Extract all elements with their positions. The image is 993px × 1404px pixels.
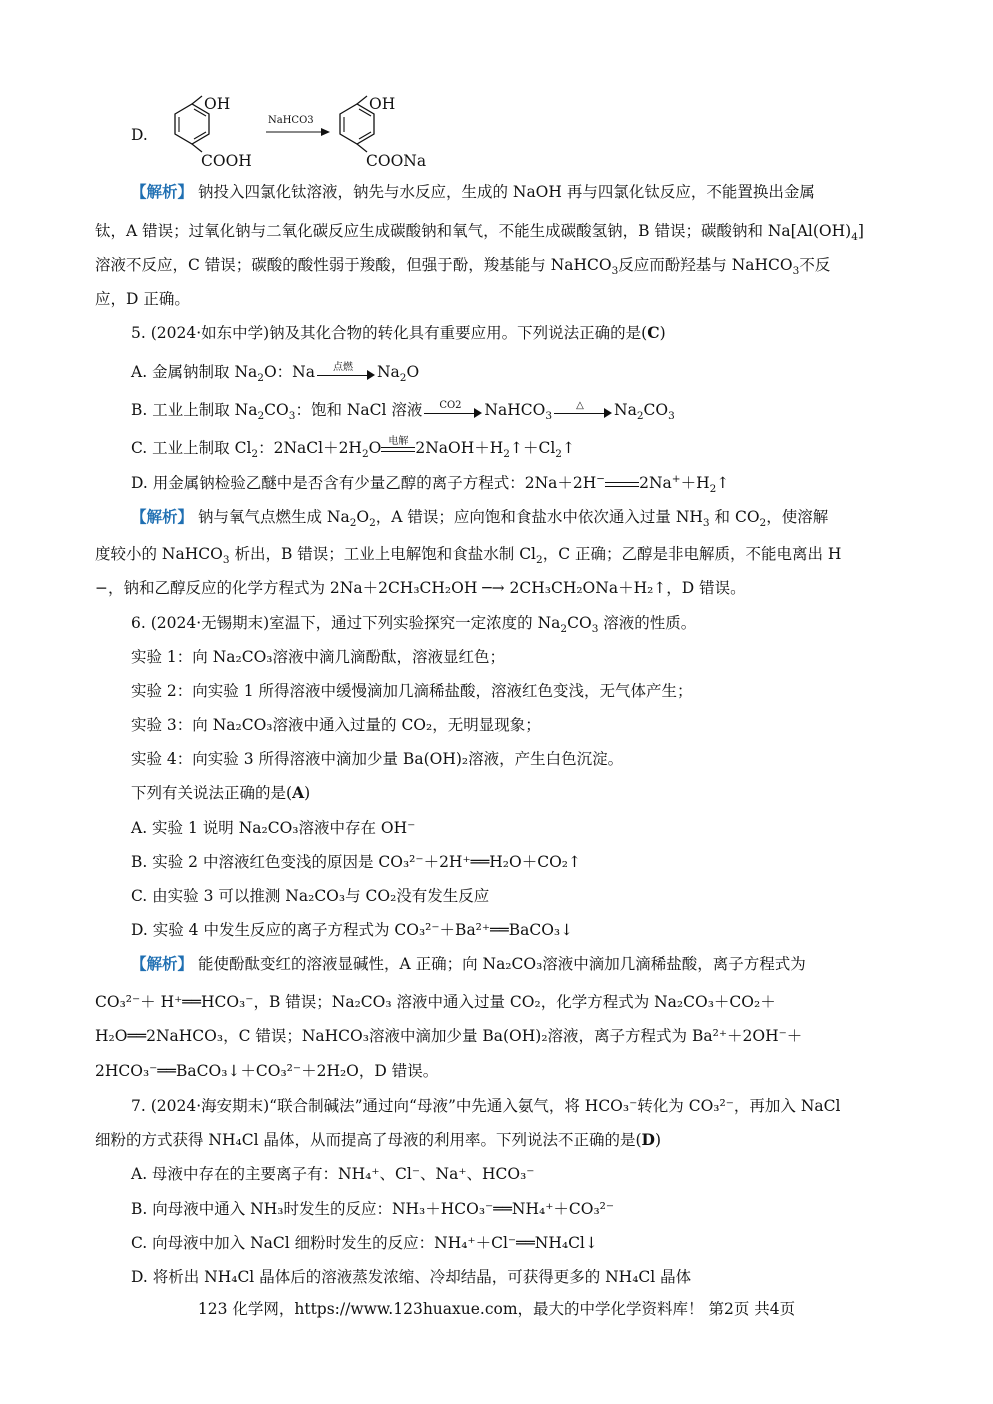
- option-text: NaHCO: [484, 401, 546, 419]
- analysis-text: 能使酚酞变红的溶液显碱性，A 正确；向 Na₂CO₃溶液中滴加几滴稀盐酸，离子方程式为: [197, 955, 806, 973]
- arrow-label: △: [576, 400, 584, 411]
- subscript: 2: [251, 448, 259, 461]
- subscript: 2: [257, 372, 264, 385]
- option-d: D. 实验 4 中发生反应的离子方程式为 CO₃²⁻＋Ba²⁺══BaCO₃↓: [131, 921, 574, 939]
- answer-letter: D: [641, 1130, 655, 1149]
- option-a: A. 母液中存在的主要离子有：NH₄⁺、Cl⁻、Na⁺、HCO₃⁻: [131, 1165, 535, 1183]
- experiment-4: 实验 4：向实验 3 所得溶液中滴加少量 Ba(OH)₂溶液，产生白色沉淀。: [131, 750, 624, 768]
- analysis-line: [95, 255, 831, 278]
- analysis-text: 钛，A 错误；过氧化钠与二氧化碳反应生成碳酸钠和氧气，不能生成碳酸氢钠，B 错误；碳酸钠和 Na[Al(OH): [95, 222, 852, 240]
- option-text: ↑: [561, 439, 575, 457]
- subscript: 2: [503, 448, 510, 461]
- analysis-tag: 【解析】: [131, 182, 194, 201]
- answer-letter: A: [292, 783, 305, 802]
- subscript: 3: [702, 517, 710, 530]
- option-d: [131, 472, 730, 496]
- option-text: C. 工业上制取 Cl: [131, 439, 252, 457]
- analysis-text: 钠与氧气点燃生成 Na: [197, 508, 350, 526]
- option-b: B. 向母液中通入 NH₃时发生的反应：NH₃＋HCO₃⁻══NH₄⁺＋CO₃²⁻: [131, 1200, 615, 1218]
- analysis-text: 钠投入四氯化钛溶液，钠先与水反应，生成的 NaOH 再与四氯化钛反应，不能置换出金属: [197, 183, 815, 201]
- analysis-line: [95, 544, 842, 567]
- subscript: 2: [257, 410, 265, 423]
- arrow-label: CO2: [439, 400, 462, 411]
- subscript: 2: [536, 554, 543, 567]
- option-b: B. 实验 2 中溶液红色变浅的原因是 CO₃²⁻＋2H⁺══H₂O＋CO₂↑: [131, 853, 581, 871]
- stem-text: 溶液的性质。: [598, 614, 697, 632]
- option-text: 2Na: [639, 474, 672, 492]
- stem-text: 5. (2024·如东中学)钠及其化合物的转化具有重要应用。下列说法正确的是(: [131, 324, 648, 342]
- analysis-text: ，C 正确；乙醇是非电解质，不能电离出 H: [542, 545, 842, 563]
- analysis-line: CO₃²⁻＋ H⁺══HCO₃⁻，B 错误；Na₂CO₃ 溶液中通入过量 CO₂，化学方程式为 Na₂CO₃＋CO₂＋: [95, 993, 776, 1011]
- equals-sign-icon: [605, 478, 639, 490]
- option-text: B. 工业上制取 Na: [131, 401, 258, 419]
- subscript: 2: [560, 623, 568, 636]
- option-text: O: [406, 363, 420, 381]
- question-stem: 7. (2024·海安期末)“联合制碱法”通过向“母液”中先通入氨气，将 HCO₃⁻转化为 CO₃²⁻，再加入 NaCl: [131, 1097, 841, 1115]
- experiment-1: 实验 1：向 Na₂CO₃溶液中滴几滴酚酞，溶液显红色；: [131, 648, 506, 666]
- subscript: 2: [555, 448, 562, 461]
- option-text: 2NaOH＋H: [415, 439, 504, 457]
- option-text: ↑: [716, 474, 730, 492]
- option-text: A. 金属钠制取 Na: [131, 363, 258, 381]
- arrow-label: 点燃: [332, 362, 353, 373]
- reagent-label: NaHCO3: [268, 115, 314, 126]
- analysis-tag: 【解析】: [131, 507, 194, 526]
- option-text: ＋H: [680, 474, 710, 492]
- analysis-text: ，使溶解: [766, 508, 829, 526]
- option-label: D.: [131, 126, 148, 144]
- eq-label: 电解: [388, 436, 409, 447]
- option-text: ：饱和 NaCl 溶液: [295, 401, 423, 419]
- stem-text: ): [659, 324, 666, 342]
- equals-sign-icon: [381, 436, 415, 455]
- option-a: A. 实验 1 说明 Na₂CO₃溶液中存在 OH⁻: [131, 819, 416, 837]
- analysis-text: 和 CO: [709, 508, 760, 526]
- question-ask: [131, 783, 310, 803]
- subscript: 3: [591, 623, 599, 636]
- subscript: 3: [545, 410, 552, 423]
- reactant-oh-label: OH: [204, 95, 231, 113]
- option-c: C. 由实验 3 可以推测 Na₂CO₃与 CO₂没有发生反应: [131, 887, 490, 905]
- answer-letter: C: [647, 323, 660, 342]
- question-stem: [131, 323, 666, 343]
- analysis-line: [95, 221, 864, 244]
- option-a: [131, 362, 420, 385]
- analysis-tag: 【解析】: [131, 954, 194, 973]
- reaction-arrow-icon: [317, 362, 375, 379]
- stem-text: 细粉的方式获得 NH₄Cl 晶体，从而提高了母液的利用率。下列说法不正确的是(: [95, 1131, 642, 1149]
- subscript: 3: [611, 265, 619, 278]
- analysis-line: −，钠和乙醇反应的化学方程式为 2Na＋2CH₃CH₂OH ─→ 2CH₃CH₂ONa＋H₂↑，D 错误。: [95, 579, 746, 597]
- stem-text: ): [304, 784, 311, 802]
- reactant-cooh-label: COOH: [201, 152, 252, 170]
- option-b: [131, 400, 675, 423]
- subscript: 2: [349, 517, 357, 530]
- option-text: D. 用金属钠检验乙醚中是否含有少量乙醇的离子方程式：2Na＋2H: [131, 474, 597, 492]
- question-stem: [131, 613, 697, 636]
- analysis-line: [131, 182, 815, 202]
- page-footer: 123 化学网，https://www.123huaxue.com，最大的中学化学资料库！ 第2页 共4页: [197, 1300, 796, 1318]
- subscript: 2: [361, 448, 369, 461]
- analysis-text: 反应而酚羟基与 NaHCO: [618, 256, 793, 274]
- analysis-text: 度较小的 NaHCO: [95, 545, 223, 563]
- analysis-text: ]: [857, 222, 864, 240]
- analysis-line: H₂O══2NaHCO₃，C 错误；NaHCO₃溶液中滴加少量 Ba(OH)₂溶液，离子方程式为 Ba²⁺＋2OH⁻＋: [95, 1027, 803, 1045]
- stem-text: ): [654, 1131, 662, 1149]
- subscript: 2: [709, 483, 717, 496]
- stem-text: 6. (2024·无锡期末)室温下，通过下列实验探究一定浓度的 Na: [131, 614, 561, 632]
- reaction-arrow-icon: [554, 400, 612, 417]
- option-d: D. 将析出 NH₄Cl 晶体后的溶液蒸发浓缩、冷却结晶，可获得更多的 NH₄Cl 晶体: [131, 1268, 692, 1286]
- analysis-text: 析出，B 错误；工业上电解饱和食盐水制 Cl: [229, 545, 537, 563]
- subscript: 2: [399, 372, 407, 385]
- option-text: CO: [264, 401, 289, 419]
- experiment-2: 实验 2：向实验 1 所得溶液中缓慢滴加几滴稀盐酸，溶液红色变浅，无气体产生；: [131, 682, 693, 700]
- stem-text: 下列有关说法正确的是(: [131, 784, 293, 802]
- option-text: O：Na: [263, 363, 315, 381]
- option-c: [131, 436, 575, 461]
- question-stem: [95, 1130, 661, 1150]
- analysis-text: 溶液不反应，C 错误；碳酸的酸性弱于羧酸，但强于酚，羧基能与 NaHCO: [95, 256, 612, 274]
- subscript: 3: [222, 554, 230, 567]
- subscript: 2: [369, 517, 376, 530]
- option-c: C. 向母液中加入 NaCl 细粉时发生的反应：NH₄⁺＋Cl⁻══NH₄Cl↓: [131, 1234, 598, 1252]
- analysis-line: [131, 507, 829, 530]
- stem-text: CO: [567, 614, 592, 632]
- superscript: −: [596, 472, 606, 485]
- option-text: ：2NaCl＋2H: [258, 439, 362, 457]
- analysis-text: 不反: [799, 256, 831, 274]
- subscript: 2: [636, 410, 644, 423]
- subscript: 3: [792, 265, 800, 278]
- experiment-3: 实验 3：向 Na₂CO₃溶液中通入过量的 CO₂，无明显现象；: [131, 716, 541, 734]
- option-text: Na: [614, 401, 637, 419]
- subscript: 2: [759, 517, 767, 530]
- option-text: CO: [643, 401, 669, 419]
- analysis-line: [131, 954, 806, 974]
- superscript: +: [671, 472, 681, 485]
- product-coona-label: COONa: [366, 152, 427, 170]
- option-text: Na: [376, 363, 400, 381]
- subscript: 4: [851, 231, 858, 244]
- subscript: 3: [668, 410, 675, 423]
- analysis-line: 应，D 正确。: [95, 290, 190, 308]
- analysis-text: O: [356, 508, 370, 526]
- analysis-line: 2HCO₃⁻══BaCO₃↓＋CO₃²⁻＋2H₂O，D 错误。: [95, 1062, 439, 1080]
- subscript: 3: [288, 410, 296, 423]
- analysis-text: ，A 错误；应向饱和食盐水中依次通入过量 NH: [375, 508, 703, 526]
- reaction-arrow-icon: [424, 400, 482, 417]
- product-oh-label: OH: [369, 95, 396, 113]
- option-text: ↑＋Cl: [509, 439, 556, 457]
- option-text: O: [368, 439, 382, 457]
